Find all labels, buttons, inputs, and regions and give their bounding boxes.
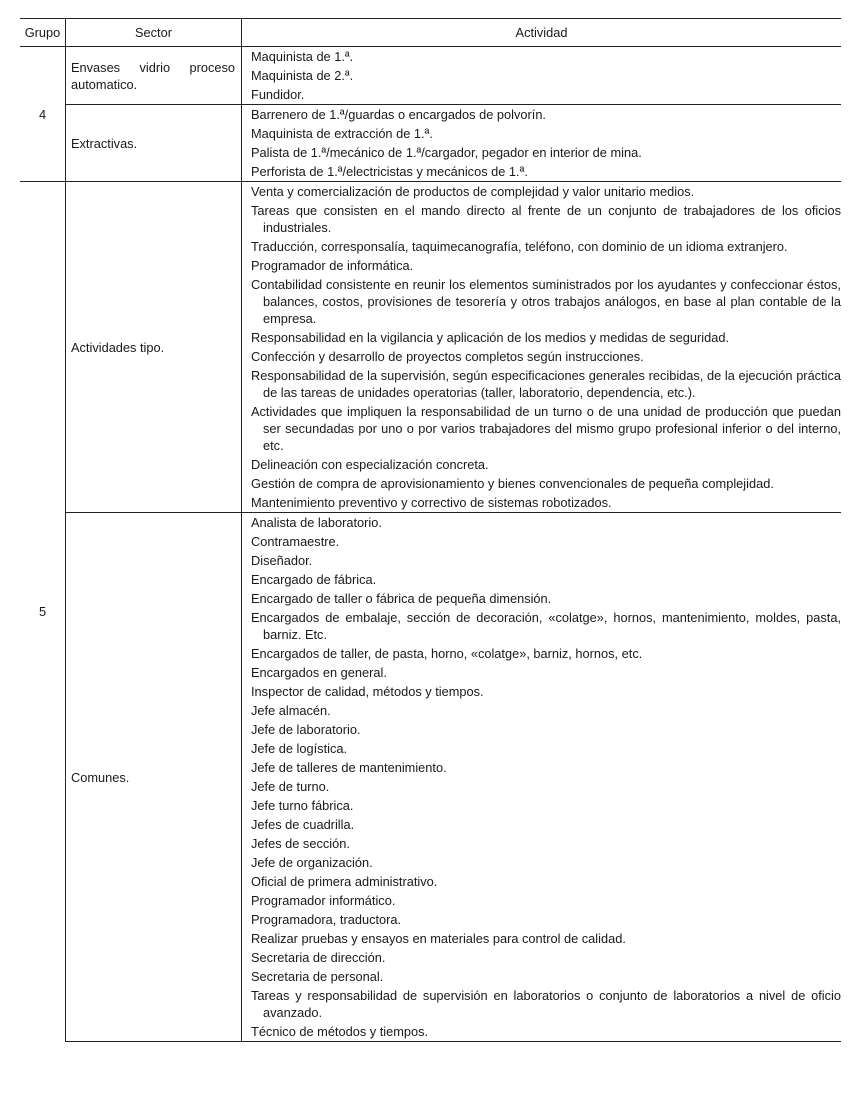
activity-item: Encargado de taller o fábrica de pequeña dimensión. xyxy=(251,591,552,606)
activity-item: Programadora, traductora. xyxy=(251,912,402,927)
activity-item: Jefe de laboratorio. xyxy=(251,722,361,737)
activity-item: Jefe de turno. xyxy=(251,779,330,794)
activity-item: Encargados en general. xyxy=(251,665,387,680)
header-actividad: Actividad xyxy=(242,19,842,47)
activity-item: Encargado de fábrica. xyxy=(251,572,377,587)
activity-item: Inspector de calidad, métodos y tiempos. xyxy=(251,684,484,699)
activity-item: Oficial de primera administrativo. xyxy=(251,874,438,889)
activity-item: Jefe de talleres de mantenimiento. xyxy=(251,760,447,775)
activity-cell xyxy=(242,47,842,105)
sector-cell xyxy=(66,182,242,513)
sector-cell xyxy=(66,105,242,182)
activity-item: Contramaestre. xyxy=(251,534,340,549)
activity-item: Jefe turno fábrica. xyxy=(251,798,354,813)
activity-item: Traducción, corresponsalía, taquimecanografía, teléfono, con dominio de un idioma extranjero. xyxy=(251,239,788,254)
classification-table xyxy=(20,18,841,1042)
activity-cell xyxy=(242,182,842,513)
activity-item: Confección y desarrollo de proyectos completos según instrucciones. xyxy=(251,349,644,364)
grupo-cell: 4 xyxy=(20,47,66,182)
sector-label: Actividades tipo. xyxy=(71,339,165,355)
activity-item: Programador informático. xyxy=(251,893,396,908)
activity-item: Realizar pruebas y ensayos en materiales para control de calidad. xyxy=(251,931,626,946)
activity-item: Encargados de taller, de pasta, horno, «colatge», barniz, hornos, etc. xyxy=(251,646,643,661)
table-row xyxy=(20,105,841,182)
table-body xyxy=(20,47,841,1042)
header-row xyxy=(20,19,841,47)
activity-item: Jefe de logística. xyxy=(251,741,348,756)
activity-item: Venta y comercialización de productos de complejidad y valor unitario medios. xyxy=(251,184,695,199)
sector-cell xyxy=(66,47,242,105)
activity-item: Actividades que impliquen la responsabilidad de un turno o de una unidad de producción que puedan ser secundadas por uno o por varios trabajadores del mismo grupo profesional inferior o del interno, etc. xyxy=(251,404,841,453)
activity-item: Secretaria de personal. xyxy=(251,969,384,984)
activity-item: Palista de 1.ª/mecánico de 1.ª/cargador, pegador en interior de mina. xyxy=(251,145,642,160)
sector-label: Comunes. xyxy=(71,769,130,785)
activity-item: Jefe de organización. xyxy=(251,855,373,870)
activity-item: Tareas y responsabilidad de supervisión en laboratorios o conjunto de laboratorios a nivel de oficio avanzado. xyxy=(251,988,841,1020)
table-header xyxy=(20,19,841,47)
activity-item: Fundidor. xyxy=(251,87,305,102)
activity-item: Jefes de cuadrilla. xyxy=(251,817,355,832)
activity-item: Contabilidad consistente en reunir los elementos suministrados por los ayudantes y confeccionar éstos, balances, costos, provisiones de tesorería y otros trabajos análogos, en base al plan contable de la empresa. xyxy=(251,277,841,326)
activity-item: Responsabilidad de la supervisión, según especificaciones generales recibidas, de la ejecución práctica de las tareas de unidades operatorias (taller, laboratorio, dependencia, etc.). xyxy=(251,368,841,400)
activity-item: Analista de laboratorio. xyxy=(251,515,382,530)
activity-cell xyxy=(242,105,842,182)
sector-label: Extractivas. xyxy=(71,135,138,151)
sector-cell xyxy=(66,513,242,1042)
grupo-cell: 5 xyxy=(20,182,66,1042)
activity-item: Responsabilidad en la vigilancia y aplicación de los medios y medidas de seguridad. xyxy=(251,330,730,345)
sector-label: Envases vidrio proceso automatico. xyxy=(71,59,235,92)
activity-item: Barrenero de 1.ª/guardas o encargados de polvorín. xyxy=(251,107,546,122)
activity-item: Jefes de sección. xyxy=(251,836,350,851)
activity-item: Maquinista de 1.ª. xyxy=(251,49,354,64)
activity-item: Delineación con especialización concreta. xyxy=(251,457,489,472)
activity-item: Secretaria de dirección. xyxy=(251,950,386,965)
activity-item: Perforista de 1.ª/electricistas y mecánicos de 1.ª. xyxy=(251,164,528,179)
table-row xyxy=(20,47,841,105)
activity-item: Encargados de embalaje, sección de decoración, «colatge», hornos, mantenimiento, moldes, pasta, barniz. Etc. xyxy=(251,610,841,642)
header-grupo: Grupo xyxy=(20,19,66,47)
activity-item: Maquinista de 2.ª. xyxy=(251,68,354,83)
activity-item: Jefe almacén. xyxy=(251,703,331,718)
activity-item: Mantenimiento preventivo y correctivo de sistemas robotizados. xyxy=(251,495,612,510)
activity-item: Técnico de métodos y tiempos. xyxy=(251,1024,429,1039)
activity-cell xyxy=(242,513,842,1042)
table-row xyxy=(20,513,841,1042)
activity-item: Gestión de compra de aprovisionamiento y bienes convencionales de pequeña complejidad. xyxy=(251,476,774,491)
table-row xyxy=(20,182,841,513)
header-sector: Sector xyxy=(66,19,242,47)
activity-item: Tareas que consisten en el mando directo al frente de un conjunto de trabajadores de los oficios industriales. xyxy=(251,203,841,235)
activity-item: Diseñador. xyxy=(251,553,313,568)
activity-item: Programador de informática. xyxy=(251,258,414,273)
activity-item: Maquinista de extracción de 1.ª. xyxy=(251,126,433,141)
